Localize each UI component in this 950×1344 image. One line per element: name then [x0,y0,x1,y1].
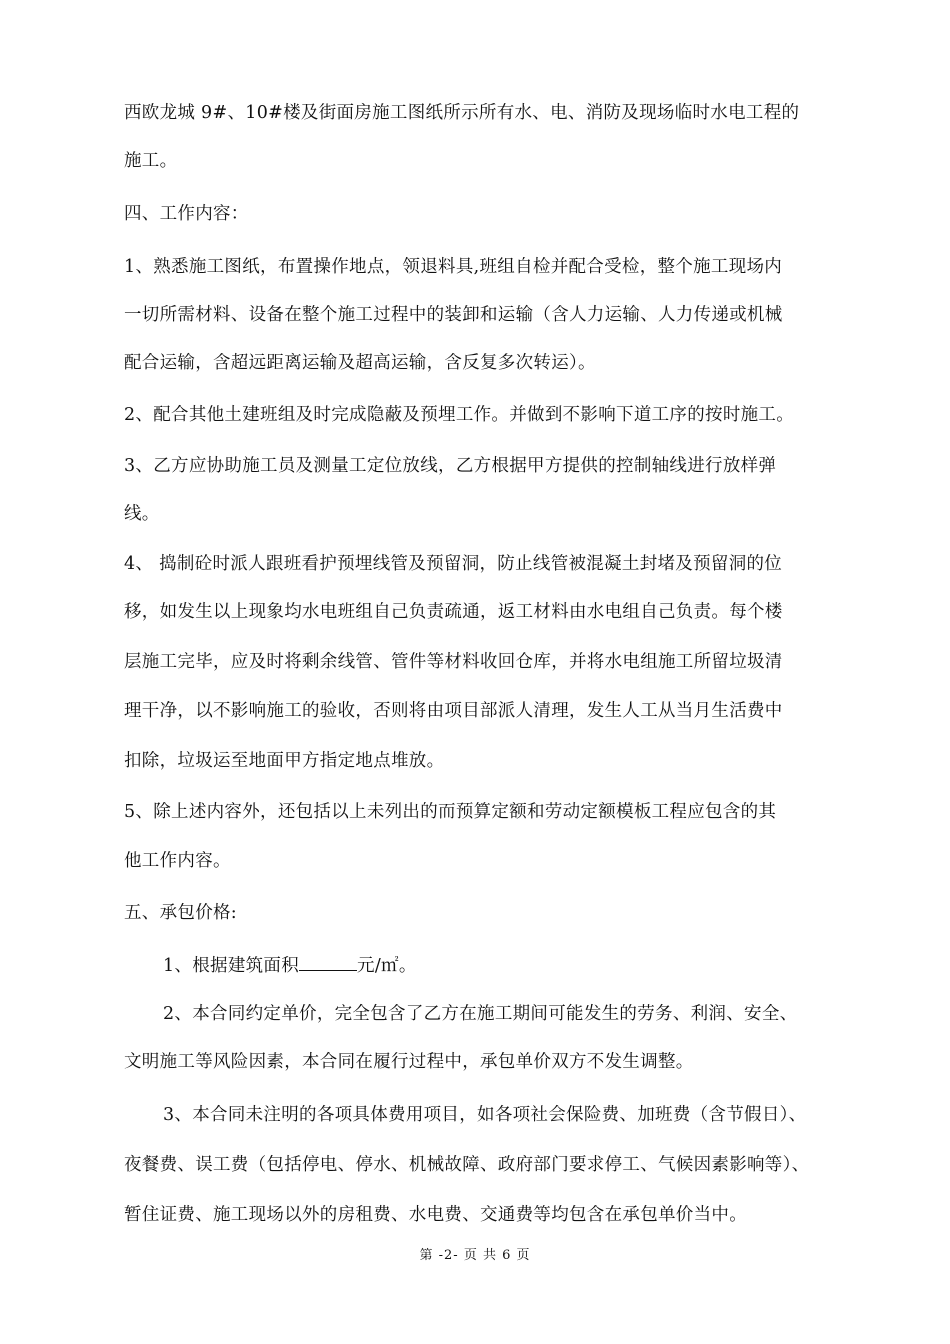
text-line-8: 3、乙方应协助施工员及测量工定位放线，乙方根据甲方提供的控制轴线进行放样弹 [124,456,777,476]
text-line-12: 层施工完毕，应及时将剩余线管、管件等材料收回仓库，并将水电组施工所留垃圾清 [124,652,783,672]
text-line-6: 配合运输，含超远距离运输及超高运输，含反复多次转运）。 [124,353,596,373]
text-line-11: 移，如发生以上现象均水电班组自己负责疏通，返工材料由水电组自己负责。每个楼 [124,602,783,622]
text-line-9: 线。 [124,504,160,524]
text-line-15: 5、除上述内容外，还包括以上未列出的而预算定额和劳动定额模板工程应包含的其 [124,802,777,822]
price-line [163,952,417,978]
text-line-1: 西欧龙城 9#、10#楼及街面房施工图纸所示所有水、电、消防及现场临时水电工程的 [124,103,800,123]
text-line-13: 理干净，以不影响施工的验收，否则将由项目部派人清理，发生人工从当月生活费中 [124,701,783,721]
text-line-7: 2、配合其他土建班组及时完成隐蔽及预埋工作。并做到不影响下道工序的按时施工。 [124,405,795,425]
price-line-prefix: 1、根据建筑面积 [163,956,300,976]
text-line-22: 夜餐费、误工费（包括停电、停水、机械故障、政府部门要求停工、气候因素影响等）、 [124,1155,810,1175]
text-line-20: 文明施工等风险因素，本合同在履行过程中，承包单价双方不发生调整。 [124,1052,694,1072]
section-heading-work-content: 四、工作内容： [124,204,249,224]
text-line-21: 3、本合同未注明的各项具体费用项目，如各项社会保险费、加班费（含节假日）、 [163,1105,807,1125]
text-line-19: 2、本合同约定单价，完全包含了乙方在施工期间可能发生的劳务、利润、安全、 [163,1004,798,1024]
text-line-16: 他工作内容。 [124,851,231,871]
text-line-23: 暂住证费、施工现场以外的房租费、水电费、交通费等均包含在承包单价当中。 [124,1205,747,1225]
price-line-suffix: 元/㎡。 [357,956,417,976]
text-line-2: 施工。 [124,151,178,171]
page-footer: 第 -2- 页 共 6 页 [419,1248,531,1263]
text-line-14: 扣除，垃圾运至地面甲方指定地点堆放。 [124,751,445,771]
text-line-5: 一切所需材料、设备在整个施工过程中的装卸和运输（含人力运输、人力传递或机械 [124,305,783,325]
price-blank-field [299,952,357,971]
text-line-4: 1、熟悉施工图纸，布置操作地点，领退料具,班组自检并配合受检，整个施工现场内 [124,257,783,277]
text-line-10: 4、 捣制砼时派人跟班看护预埋线管及预留洞，防止线管被混凝土封堵及预留洞的位 [124,554,783,574]
section-heading-price: 五、承包价格: [124,903,237,923]
